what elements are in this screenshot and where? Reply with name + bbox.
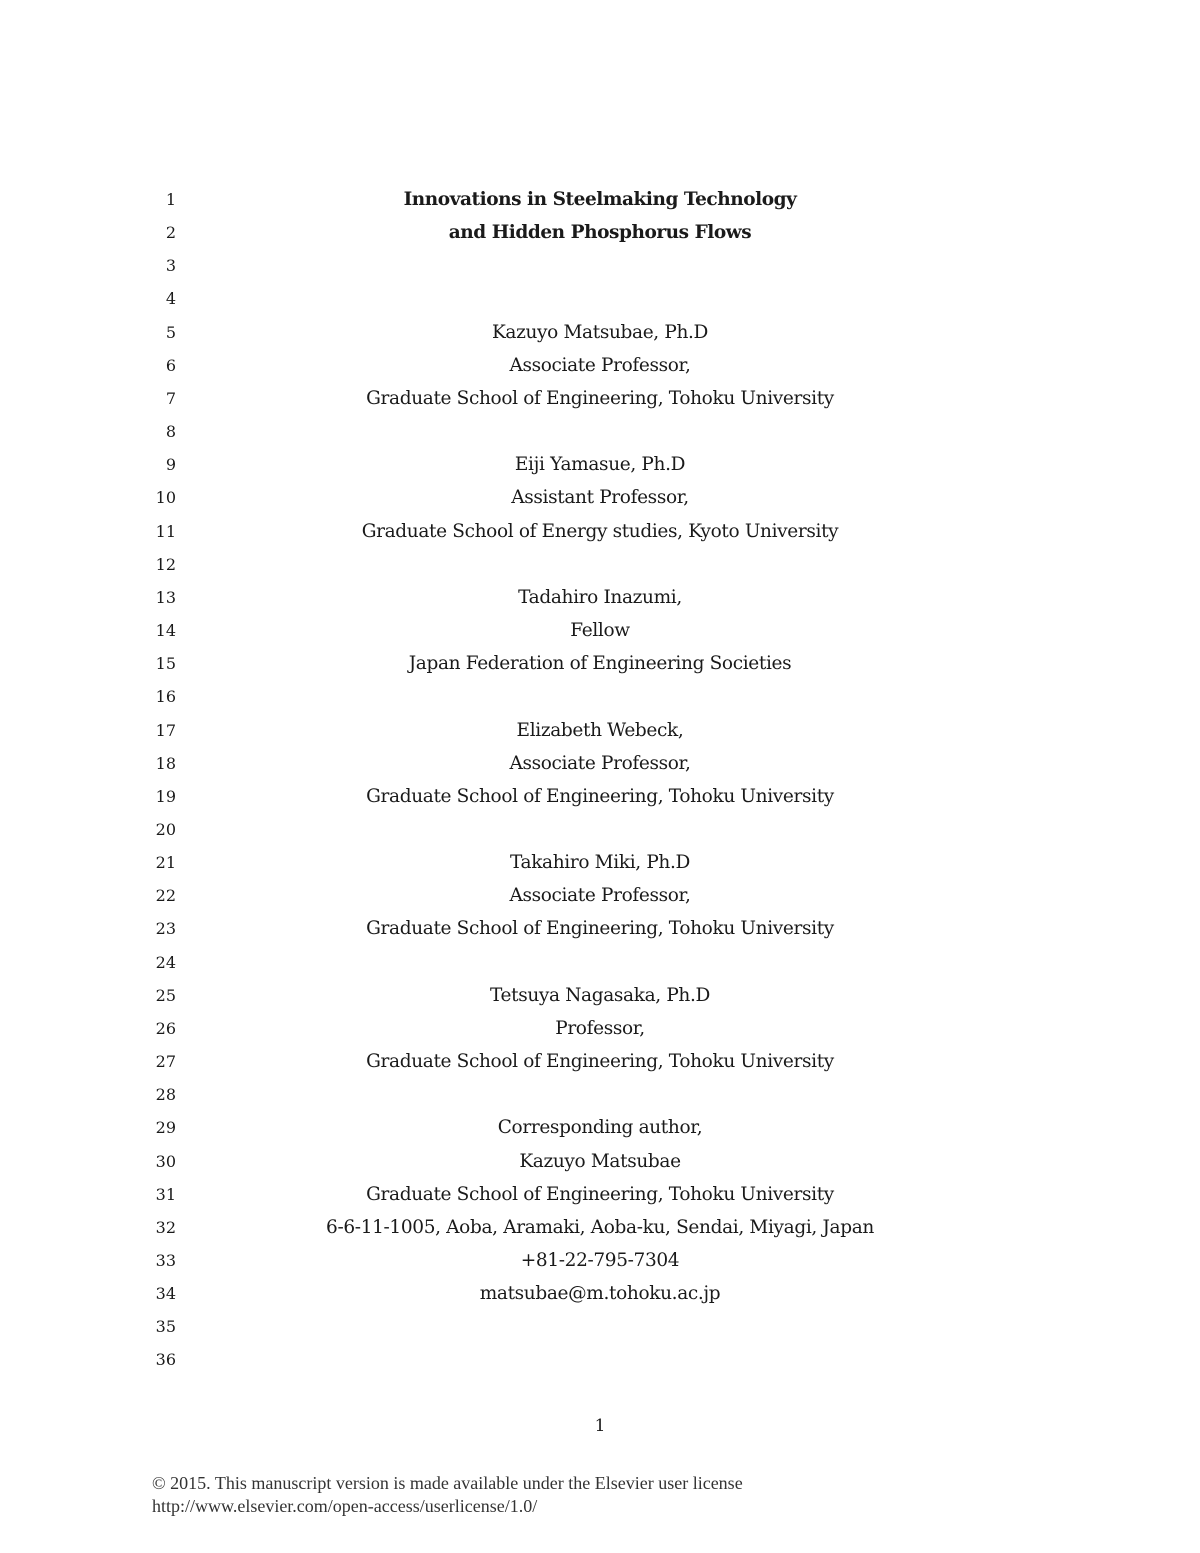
line-number: 6 bbox=[165, 355, 176, 375]
line-number: 30 bbox=[155, 1151, 176, 1171]
line-number: 15 bbox=[155, 654, 176, 674]
title-line: Innovations in Steelmaking Technology bbox=[403, 189, 797, 210]
manuscript-line bbox=[0, 416, 1200, 449]
line-text: Tadahiro Inazumi, bbox=[518, 586, 682, 608]
line-number: 21 bbox=[155, 853, 176, 873]
line-text: Graduate School of Energy studies, Kyoto University bbox=[361, 520, 839, 542]
manuscript-line bbox=[0, 1311, 1200, 1344]
manuscript-line bbox=[0, 980, 1200, 1013]
manuscript-line bbox=[0, 283, 1200, 316]
manuscript-line bbox=[0, 1013, 1200, 1046]
manuscript-line bbox=[0, 1179, 1200, 1212]
manuscript-line bbox=[0, 317, 1200, 350]
line-number: 26 bbox=[155, 1018, 176, 1038]
line-number: 16 bbox=[155, 687, 176, 707]
line-number: 12 bbox=[155, 554, 176, 574]
line-number: 25 bbox=[155, 985, 176, 1005]
manuscript-line bbox=[0, 516, 1200, 549]
line-number: 27 bbox=[155, 1052, 176, 1072]
line-number: 34 bbox=[155, 1284, 176, 1304]
line-number: 1 bbox=[165, 190, 176, 209]
manuscript-line bbox=[0, 748, 1200, 781]
line-number: 14 bbox=[155, 621, 176, 641]
line-text: Kazuyo Matsubae, Ph.D bbox=[491, 321, 709, 343]
line-number: 5 bbox=[165, 322, 176, 342]
license-statement: © 2015. This manuscript version is made available under the Elsevier user license bbox=[152, 1473, 743, 1493]
line-text: Japan Federation of Engineering Societies bbox=[408, 653, 792, 675]
line-text: Graduate School of Engineering, Tohoku University bbox=[366, 1183, 834, 1205]
manuscript-line bbox=[0, 449, 1200, 482]
line-number: 22 bbox=[155, 886, 176, 906]
line-number: 10 bbox=[155, 488, 176, 508]
manuscript-line bbox=[0, 847, 1200, 880]
manuscript-line bbox=[0, 913, 1200, 946]
line-text: Graduate School of Engineering, Tohoku University bbox=[366, 1051, 834, 1073]
manuscript-line bbox=[0, 250, 1200, 283]
line-text: Graduate School of Engineering, Tohoku University bbox=[366, 785, 834, 807]
line-number: 4 bbox=[165, 289, 176, 309]
manuscript-line bbox=[0, 814, 1200, 847]
line-text: Elizabeth Webeck, bbox=[516, 719, 684, 741]
manuscript-line bbox=[0, 947, 1200, 980]
manuscript-line bbox=[0, 1146, 1200, 1179]
line-number: 33 bbox=[155, 1251, 176, 1270]
line-number: 7 bbox=[165, 388, 176, 408]
manuscript-line bbox=[0, 681, 1200, 714]
line-text: matsubae@m.tohoku.ac.jp bbox=[479, 1283, 721, 1305]
line-text: Associate Professor, bbox=[509, 354, 691, 376]
line-number: 17 bbox=[155, 720, 176, 740]
manuscript-line bbox=[0, 715, 1200, 748]
manuscript-line bbox=[0, 1344, 1200, 1377]
line-number: 36 bbox=[155, 1350, 176, 1370]
manuscript-line bbox=[0, 482, 1200, 515]
manuscript-line bbox=[0, 1212, 1200, 1245]
line-number: 29 bbox=[155, 1118, 176, 1138]
line-number: 19 bbox=[155, 786, 176, 806]
line-text: Kazuyo Matsubae bbox=[519, 1150, 681, 1172]
line-text: Tetsuya Nagasaka, Ph.D bbox=[489, 984, 711, 1006]
line-number: 9 bbox=[165, 455, 176, 475]
manuscript-line bbox=[0, 1112, 1200, 1145]
page-number: 1 bbox=[594, 1416, 606, 1436]
line-number: 31 bbox=[155, 1184, 176, 1204]
line-text: Graduate School of Engineering, Tohoku University bbox=[366, 918, 834, 940]
title-line: and Hidden Phosphorus Flows bbox=[448, 222, 752, 244]
line-text: Eiji Yamasue, Ph.D bbox=[514, 454, 686, 476]
line-number: 3 bbox=[165, 256, 176, 276]
line-text: Assistant Professor, bbox=[511, 487, 689, 509]
line-number: 18 bbox=[155, 753, 176, 773]
manuscript-line bbox=[0, 781, 1200, 814]
line-number: 20 bbox=[155, 819, 176, 839]
manuscript-line bbox=[0, 217, 1200, 250]
line-number: 23 bbox=[155, 919, 176, 939]
manuscript-line bbox=[0, 582, 1200, 615]
line-text: Associate Professor, bbox=[509, 752, 691, 774]
manuscript-line bbox=[0, 1245, 1200, 1278]
line-number: 28 bbox=[155, 1085, 176, 1105]
line-number: 35 bbox=[155, 1317, 176, 1337]
line-number: 24 bbox=[155, 952, 176, 972]
line-number: 13 bbox=[155, 587, 176, 607]
line-text: Takahiro Miki, Ph.D bbox=[509, 852, 691, 874]
manuscript-line bbox=[0, 648, 1200, 681]
manuscript-line bbox=[0, 615, 1200, 648]
manuscript-title-page bbox=[0, 184, 1200, 1378]
license-url[interactable]: http://www.elsevier.com/open-access/userlicense/1.0/ bbox=[152, 1496, 538, 1516]
manuscript-line bbox=[0, 880, 1200, 913]
numbered-lines bbox=[0, 184, 1200, 1378]
manuscript-line bbox=[0, 184, 1200, 217]
manuscript-line bbox=[0, 350, 1200, 383]
manuscript-line bbox=[0, 1046, 1200, 1079]
manuscript-line bbox=[0, 549, 1200, 582]
line-number: 32 bbox=[155, 1217, 176, 1237]
line-text: 6-6-11-1005, Aoba, Aramaki, Aoba-ku, Sendai, Miyagi, Japan bbox=[326, 1216, 874, 1238]
line-number: 8 bbox=[165, 422, 176, 442]
line-text: Corresponding author, bbox=[497, 1117, 703, 1139]
license-notice bbox=[152, 1472, 1052, 1518]
line-text: Professor, bbox=[555, 1017, 645, 1039]
manuscript-line bbox=[0, 1079, 1200, 1112]
line-number: 11 bbox=[155, 521, 176, 541]
manuscript-line bbox=[0, 383, 1200, 416]
line-text: +81-22-795-7304 bbox=[520, 1250, 680, 1271]
line-text: Graduate School of Engineering, Tohoku University bbox=[366, 387, 834, 409]
line-number: 2 bbox=[165, 223, 176, 243]
line-text: Fellow bbox=[570, 620, 630, 642]
line-text: Associate Professor, bbox=[509, 885, 691, 907]
manuscript-line bbox=[0, 1278, 1200, 1311]
